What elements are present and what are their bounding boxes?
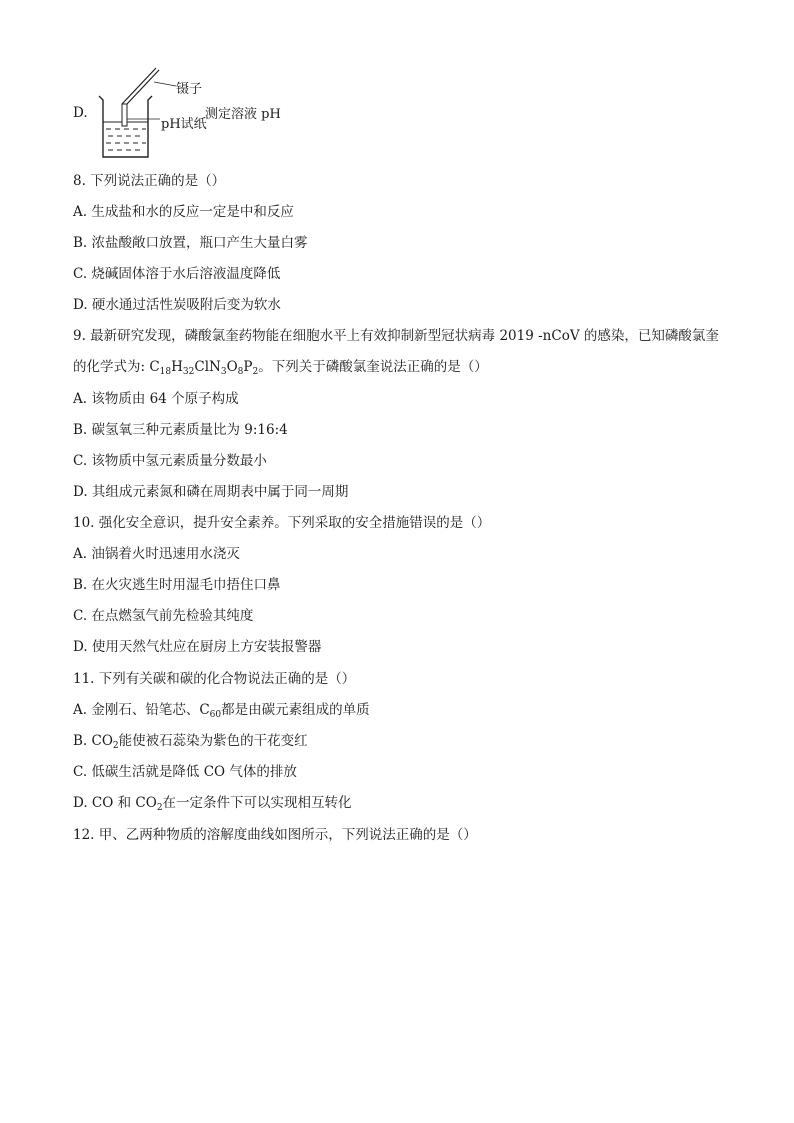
q8-option-d: D. 硬水通过活性炭吸附后变为软水 — [73, 297, 281, 313]
q9-option-c: C. 该物质中氢元素质量分数最小 — [73, 453, 267, 469]
q9-option-a: A. 该物质由 64 个原子构成 — [73, 391, 239, 407]
q9-option-d: D. 其组成元素氮和磷在周期表中属于同一周期 — [73, 484, 349, 500]
q11-option-b: B. $CO_2$能使被石蕊染为紫色的干花变红 — [73, 733, 308, 751]
q11-option-a: A. 金刚石、铅笔芯、$C_{60}$都是由碳元素组成的单质 — [73, 702, 370, 720]
q10-option-d: D. 使用天然气灶应在厨房上方安装报警器 — [73, 639, 322, 655]
question-9-stem-line1: 9. 最新研究发现，磷酸氯奎药物能在细胞水平上有效抑制新型冠状病毒 2019 -nCoV 的感染，已知磷酸氯奎 — [73, 328, 719, 344]
q8-option-c: C. 烧碱固体溶于水后溶液温度降低 — [73, 266, 281, 282]
q8-option-b: B. 浓盐酸敞口放置，瓶口产生大量白雾 — [73, 235, 308, 251]
q10-option-a: A. 油锅着火时迅速用水浇灭 — [73, 546, 240, 562]
ph-paper-label: pH试纸 — [161, 117, 207, 132]
q10-option-b: B. 在火灾逃生时用湿毛巾捂住口鼻 — [73, 577, 281, 593]
question-12-stem: 12. 甲、乙两种物质的溶解度曲线如图所示，下列说法正确的是（） — [73, 827, 477, 843]
question-10-stem: 10. 强化安全意识，提升安全素养。下列采取的安全措施错误的是（） — [73, 515, 491, 531]
q9-option-b: B. 碳氢氧三种元素质量比为 9:16:4 — [73, 422, 288, 438]
figure-caption: 测定溶液 pH — [205, 107, 281, 122]
q10-option-c: C. 在点燃氢气前先检验其纯度 — [73, 608, 254, 624]
q11-option-c: C. 低碳生活就是降低 CO 气体的排放 — [73, 764, 297, 780]
question-8-stem: 8. 下列说法正确的是（） — [73, 173, 226, 189]
question-11-stem: 11. 下列有关碳和碳的化合物说法正确的是（） — [73, 671, 356, 687]
q11-option-d: D. CO 和 $CO_2$在一定条件下可以实现相互转化 — [73, 795, 352, 813]
question-9-stem-line2: 的化学式为: $C_{18}H_{32}ClN_3O_8P_2$。下列关于磷酸氯奎说法正确的是（） — [73, 359, 488, 377]
formula-suffix: 。下列关于磷酸氯奎说法正确的是（） — [258, 359, 488, 375]
option-d-label: D. — [73, 105, 88, 121]
q8-option-a: A. 生成盐和水的反应一定是中和反应 — [73, 204, 294, 220]
formula-prefix: 的化学式为: C — [73, 359, 160, 375]
tweezers-label: 镊子 — [176, 82, 203, 97]
